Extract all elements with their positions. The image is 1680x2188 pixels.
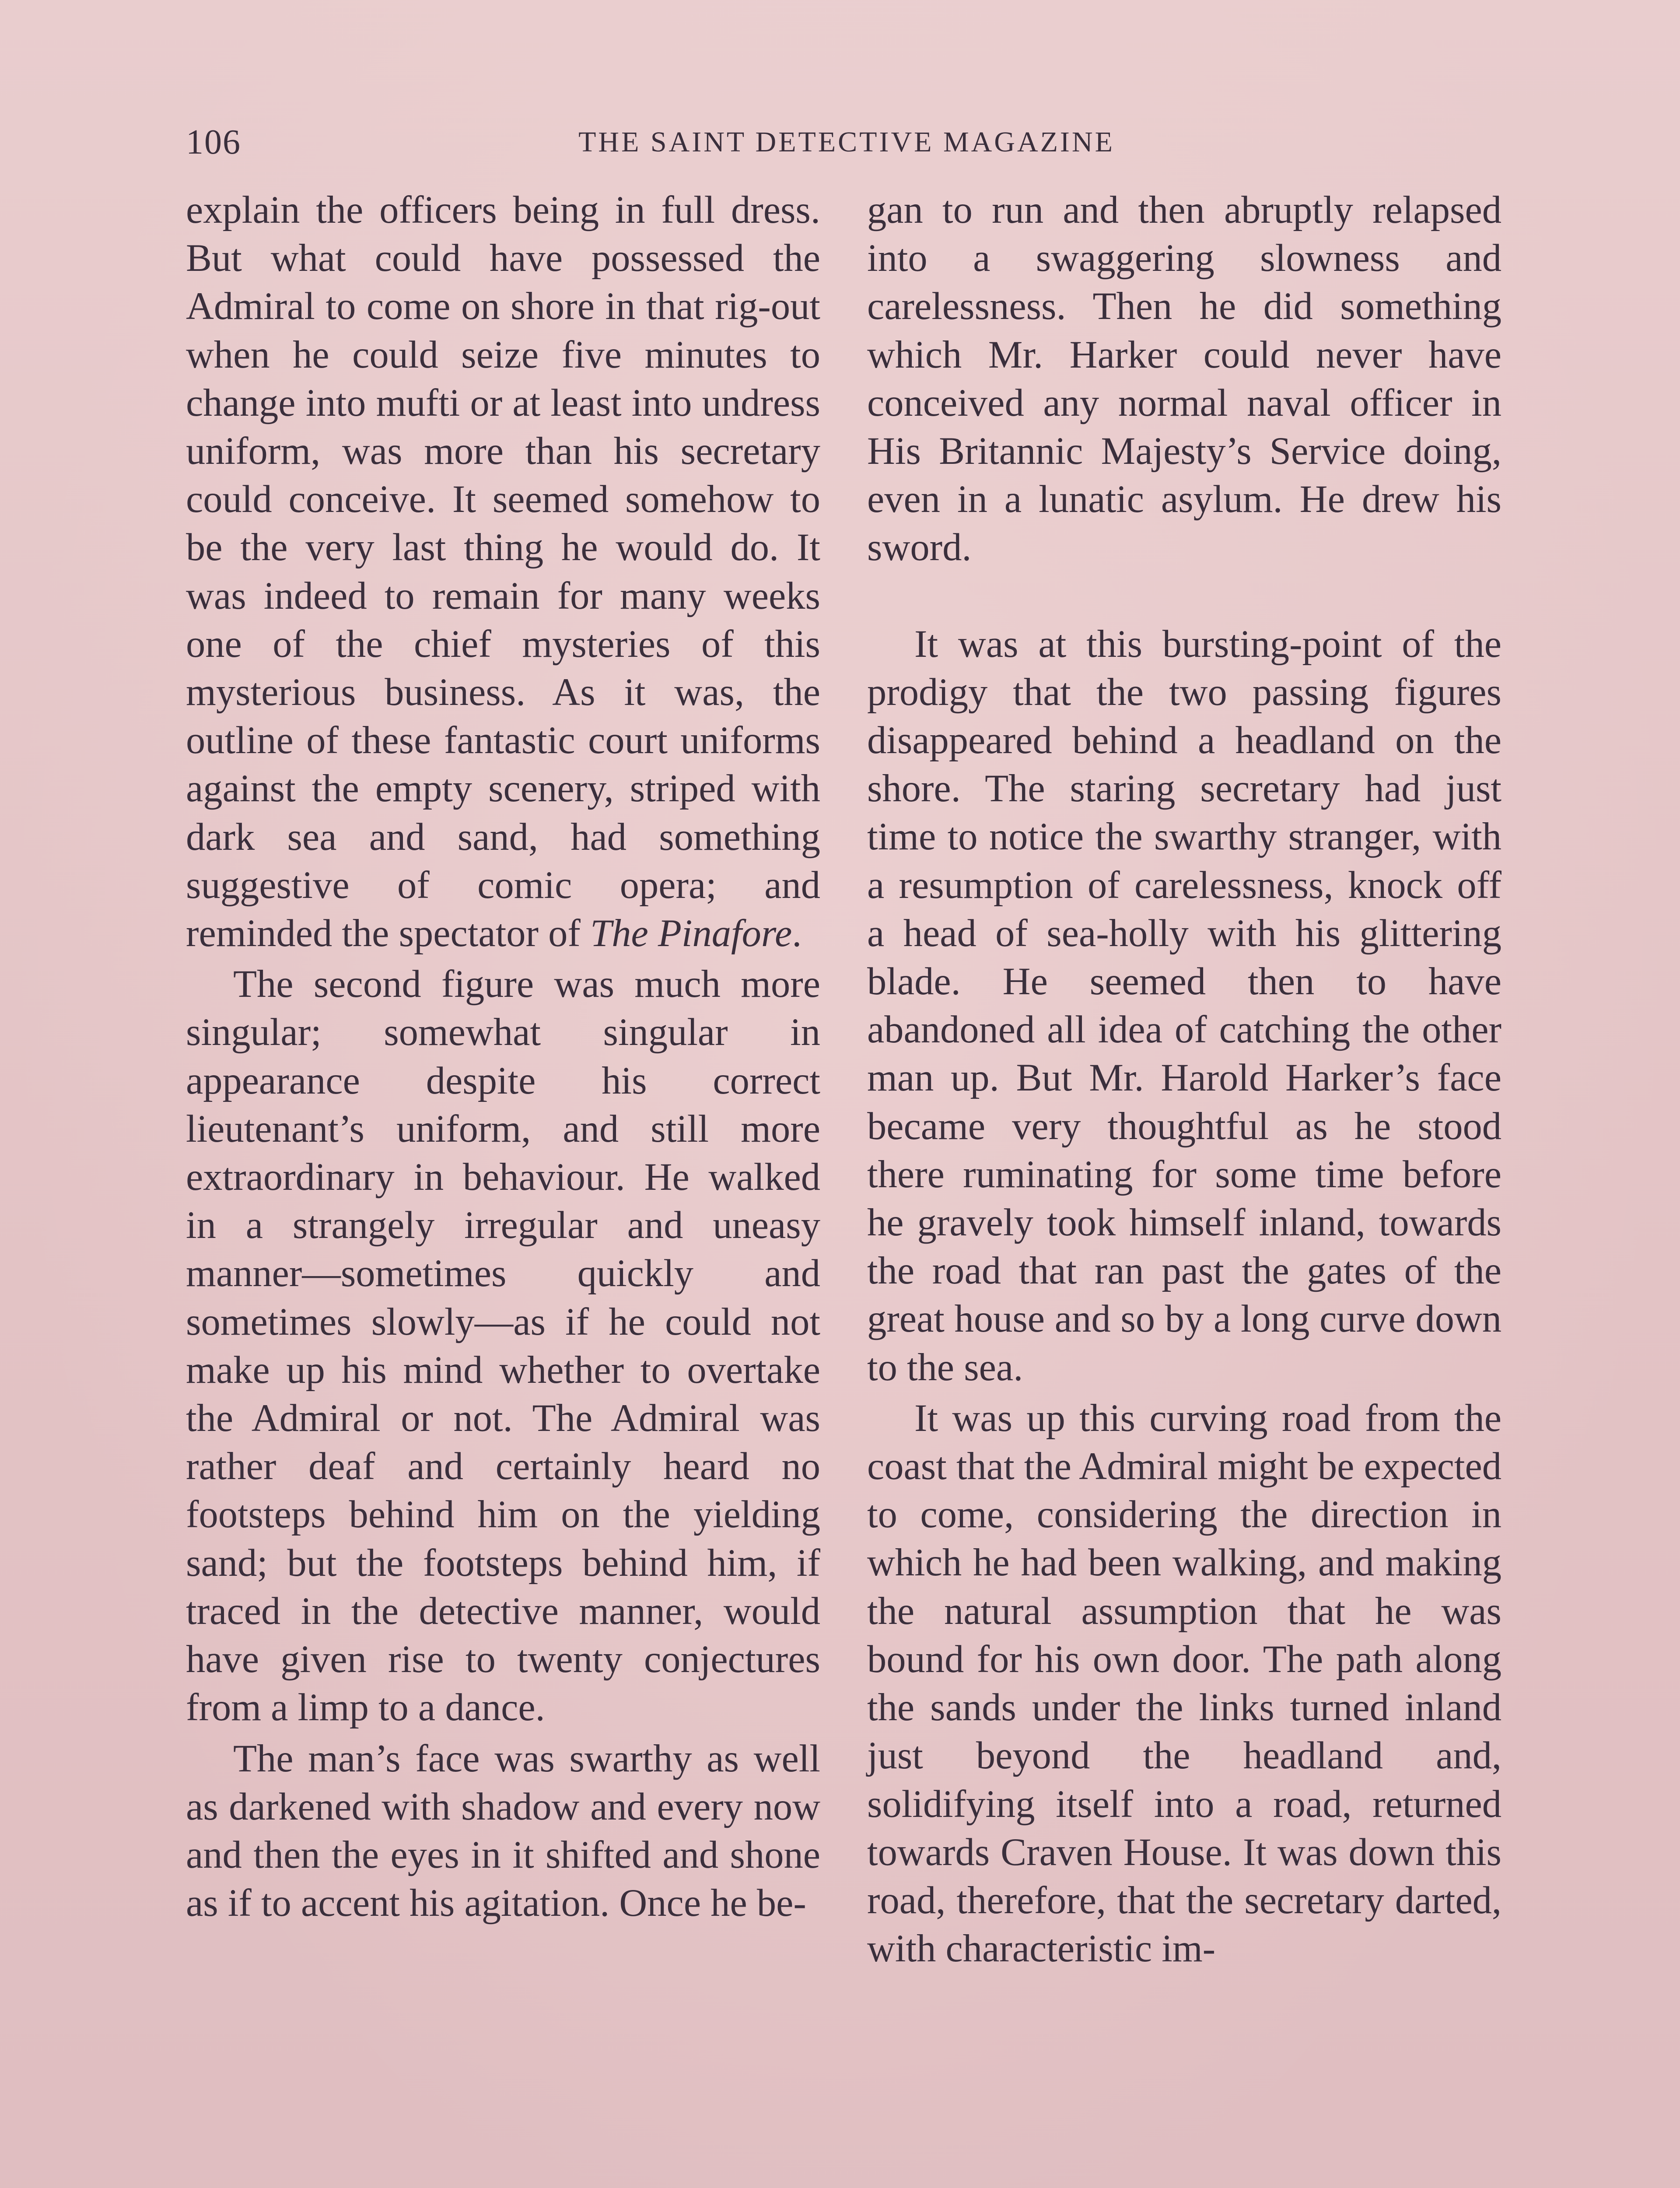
left-paragraph-1 xyxy=(186,186,820,957)
right-paragraph-3: It was up this curving road from the coast that the Admiral might be expected to come, considering the direction in which he had been walking, and making the natural assumption that he was bound for his own door. The path along the sands under the links turned inland just beyond the headland and, solidifying itself into a road, returned towards Craven House. It was down this road, therefore, that the secretary darted, with characteristic im- xyxy=(867,1396,1502,1971)
left-column xyxy=(186,186,820,1927)
italic-title: The Pinafore xyxy=(590,912,792,955)
running-title: THE SAINT DETECTIVE MAGAZINE xyxy=(578,126,1115,158)
right-paragraph-2: It was at this bursting-point of the prodigy that the two passing figures disappeared behind a headland on the shore. The staring secretary had just time to notice the swarthy stranger, with a resumption of carelessness, knock off a head of sea-holly with his glittering blade. He seemed then to have abandoned all idea of catching the other man up. But Mr. Harold Harker’s face became very thoughtful as he stood there ruminating for some time before he gravely took himself inland, towards the road that ran past the gates of the great house and so by a long curve down to the sea. xyxy=(867,622,1502,1389)
page-header xyxy=(186,118,1507,166)
left-paragraph-2: The second figure was much more singular; somewhat singular in appearance despite his correct lieutenant’s uniform, and still more extraordinary in behaviour. He walked in a strangely irregular and uneasy manner—sometimes quickly and sometimes slowly—as if he could not make up his mind whether to overtake the Admiral or not. The Admiral was rather deaf and certainly heard no footsteps behind him on the yielding sand; but the footsteps behind him, if traced in the detective manner, would have given rise to twenty conjectures from a limp to a dance. xyxy=(186,963,820,1729)
left-paragraph-3: The man’s face was swarthy as well as darkened with shadow and every now and then the eyes in it shifted and shone as if to accent his agitation. Once he be- xyxy=(186,1737,820,1925)
right-paragraph-1: gan to run and then abruptly relapsed into a swaggering slowness and carelessness. Then he did something which Mr. Harker could never have conceived any normal naval officer in His Britannic Majesty’s Service doing, even in a lunatic asylum. He drew his sword. xyxy=(867,189,1502,569)
page-number: 106 xyxy=(186,123,241,161)
right-column xyxy=(867,186,1502,1973)
left-paragraph-1-end: . xyxy=(792,912,802,955)
left-paragraph-1-text: explain the officers being in full dress. But what could have possessed the Admiral to come on shore in that rig-out when he could seize five minutes to change into mufti or at least into undress uniform, was more than his secretary could conceive. It seemed somehow to be the very last thing he would do. It was indeed to remain for many weeks one of the chief mysteries of this mysterious business. As it was, the outline of these fantastic court uniforms against the empty scenery, striped with dark sea and sand, had something suggestive of comic opera; and reminded the spectator of xyxy=(186,189,820,955)
section-break xyxy=(867,572,1502,620)
